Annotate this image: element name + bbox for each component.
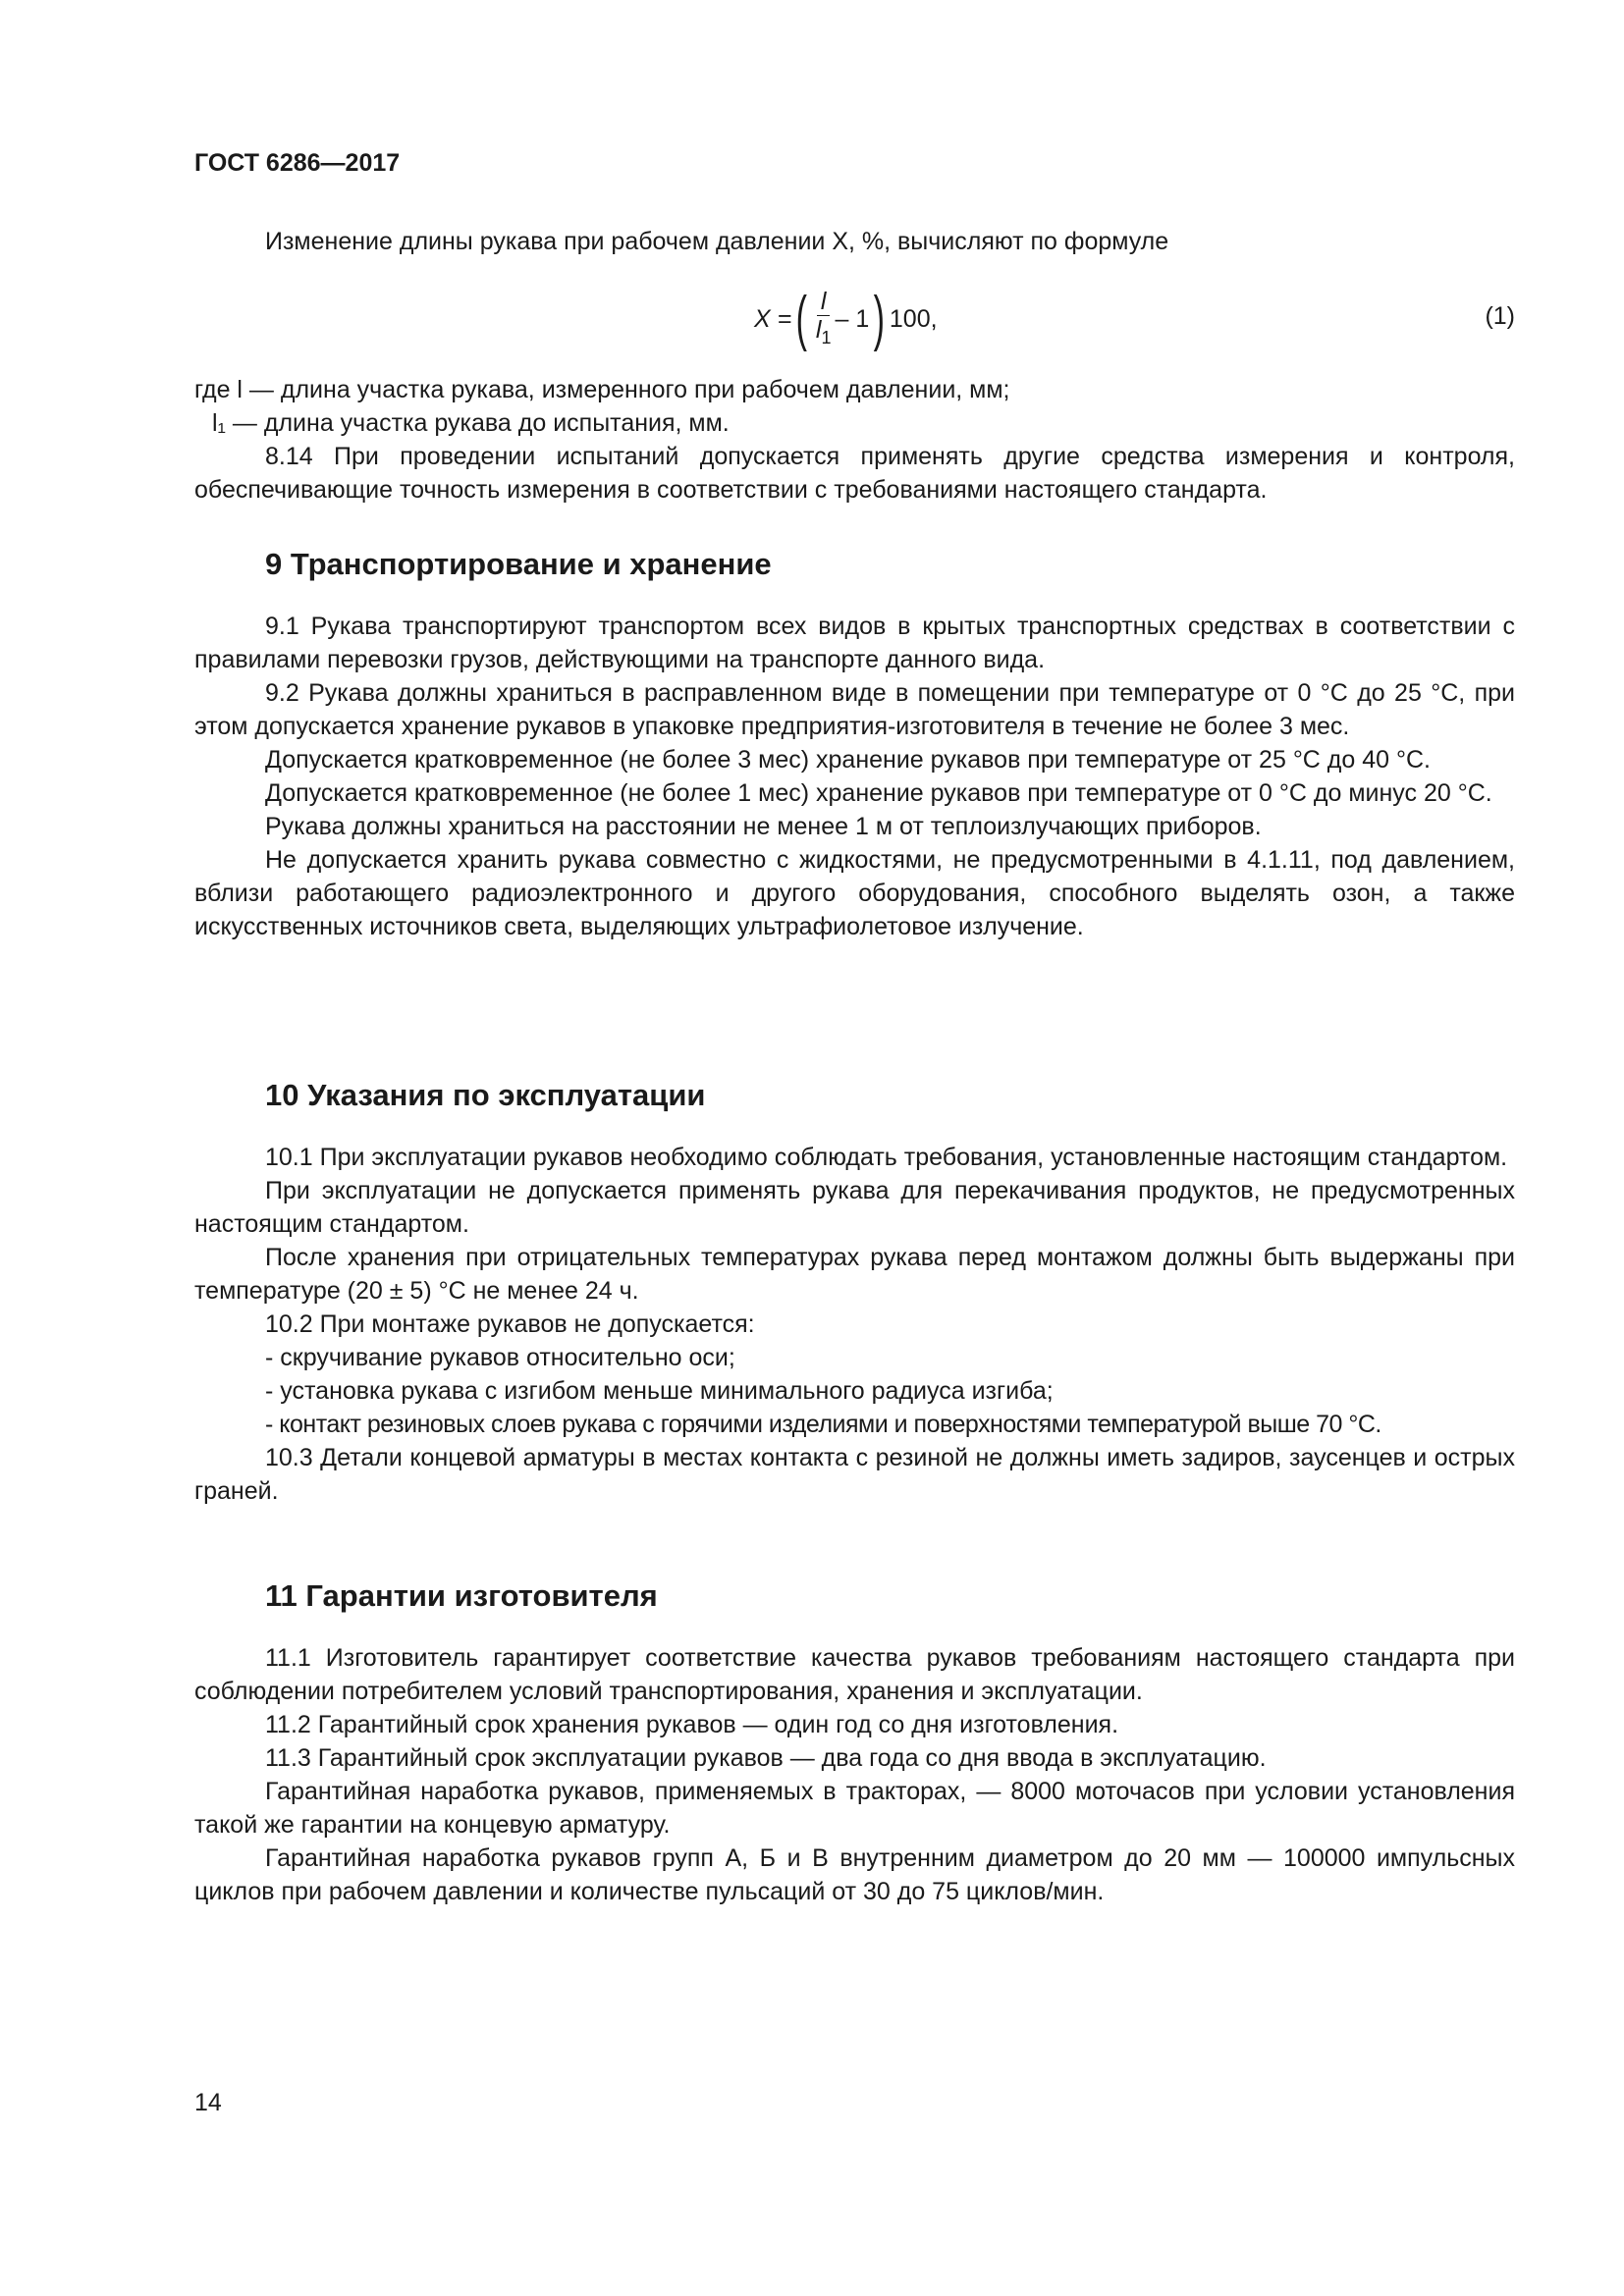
paragraph-9-2-a: Допускается кратковременное (не более 3 мес) хранение рукавов при температуре от 25 °С до 40 °С. [265,746,1431,774]
paragraph-9-2-b: Допускается кратковременное (не более 1 мес) хранение рукавов при температуре от 0 °С до минус 20 °С. [265,779,1492,807]
formula-minus-one: – 1 [835,304,870,333]
paragraph-9-2-c: Рукава должны храниться на расстоянии не менее 1 м от теплоизлучающих приборов. [265,813,1262,840]
formula-right-paren: ) [873,285,886,352]
formula-fraction [816,288,832,351]
formula-body [754,285,938,353]
intro-paragraph [194,225,1515,258]
paragraph-10-2: 10.2 При монтаже рукавов не допускается: [265,1310,755,1338]
section-9 [194,545,1515,943]
paragraph-11-2: 11.2 Гарантийный срок хранения рукавов — один год со дня изготовления. [265,1711,1119,1738]
formula-left-paren: ( [795,285,808,352]
paragraph-10-1: 10.1 При эксплуатации рукавов необходимо соблюдать требования, установленные настоящим стандартом. [265,1144,1508,1171]
document-header: ГОСТ 6286—2017 [194,149,401,177]
section-9-title: 9 Транспортирование и хранение [265,547,772,581]
formula-lhs: X = [754,304,792,333]
page-number: 14 [194,2089,222,2116]
formula-1 [194,285,1515,353]
paragraph-9-2-d: Не допускается хранить рукава совместно с жидкостями, не предусмотренными в 4.1.11, под давлением, вблизи работающего радиоэлектронного и другого оборудования, способного выделять озон, а также искусственных источников света, выделяющих ультрафиолетовое излучение. [194,846,1515,940]
formula-number: (1) [1485,302,1515,330]
list-item: - установка рукава с изгибом меньше минимального радиуса изгиба; [265,1377,1054,1405]
where-block [194,373,1515,507]
paragraph-9-2: 9.2 Рукава должны храниться в расправленном виде в помещении при температуре от 0 °С до 25 °С, при этом допускается хранение рукавов в упаковке предприятия-изготовителя в течение не более 3 мес. [194,679,1515,740]
list-item: - скручивание рукавов относительно оси; [265,1344,735,1371]
formula-denominator-var: l [815,315,822,344]
formula-denominator-sub: 1 [821,327,832,347]
where-line-2: l₁ — длина участка рукава до испытания, мм. [212,409,730,437]
paragraph-11-3: 11.3 Гарантийный срок эксплуатации рукавов — два года со дня ввода в эксплуатацию. [265,1744,1267,1772]
list-item: - контакт резиновых слоев рукава с горячими изделиями и поверхностями температурой выше 70 °С. [265,1411,1381,1438]
section-11-title: 11 Гарантии изготовителя [265,1578,658,1613]
section-11 [194,1576,1515,1908]
paragraph-11-1: 11.1 Изготовитель гарантирует соответствие качества рукавов требованиям настоящего стандарта при соблюдении потребителем условий транспортирования, хранения и эксплуатации. [194,1644,1515,1705]
paragraph-11-3-a: Гарантийная наработка рукавов, применяемых в тракторах, — 8000 моточасов при условии установления такой же гарантии на концевую арматуру. [194,1778,1515,1839]
where-line-1: где l — длина участка рукава, измеренного при рабочем давлении, мм; [194,376,1010,403]
section-10-title: 10 Указания по эксплуатации [265,1078,706,1112]
section-10 [194,1076,1515,1508]
paragraph-8-14: 8.14 При проведении испытаний допускается применять другие средства измерения и контроля, обеспечивающие точность измерения в соответствии с требованиями настоящего стандарта. [194,443,1515,504]
formula-denominator [816,316,832,351]
paragraph-10-1-b: После хранения при отрицательных температурах рукава перед монтажом должны быть выдержаны при температуре (20 ± 5) °С не менее 24 ч. [194,1244,1515,1305]
paragraph-10-3: 10.3 Детали концевой арматуры в местах контакта с резиной не должны иметь задиров, заусенцев и острых граней. [194,1444,1515,1505]
paragraph-10-1-a: При эксплуатации не допускается применять рукава для перекачивания продуктов, не предусмотренных настоящим стандартом. [194,1177,1515,1238]
formula-numerator: l [817,288,831,316]
intro-line: Изменение длины рукава при рабочем давлении X, %, вычисляют по формуле [265,228,1169,255]
formula-multiplier: 100, [889,304,938,333]
paragraph-9-1: 9.1 Рукава транспортируют транспортом всех видов в крытых транспортных средствах в соответствии с правилами перевозки грузов, действующими на транспорте данного вида. [194,613,1515,673]
document-page [194,0,1515,2296]
paragraph-11-3-b: Гарантийная наработка рукавов групп А, Б и В внутренним диаметром до 20 мм — 100000 импульсных циклов при рабочем давлении и количестве пульсаций от 30 до 75 циклов/мин. [194,1844,1515,1905]
